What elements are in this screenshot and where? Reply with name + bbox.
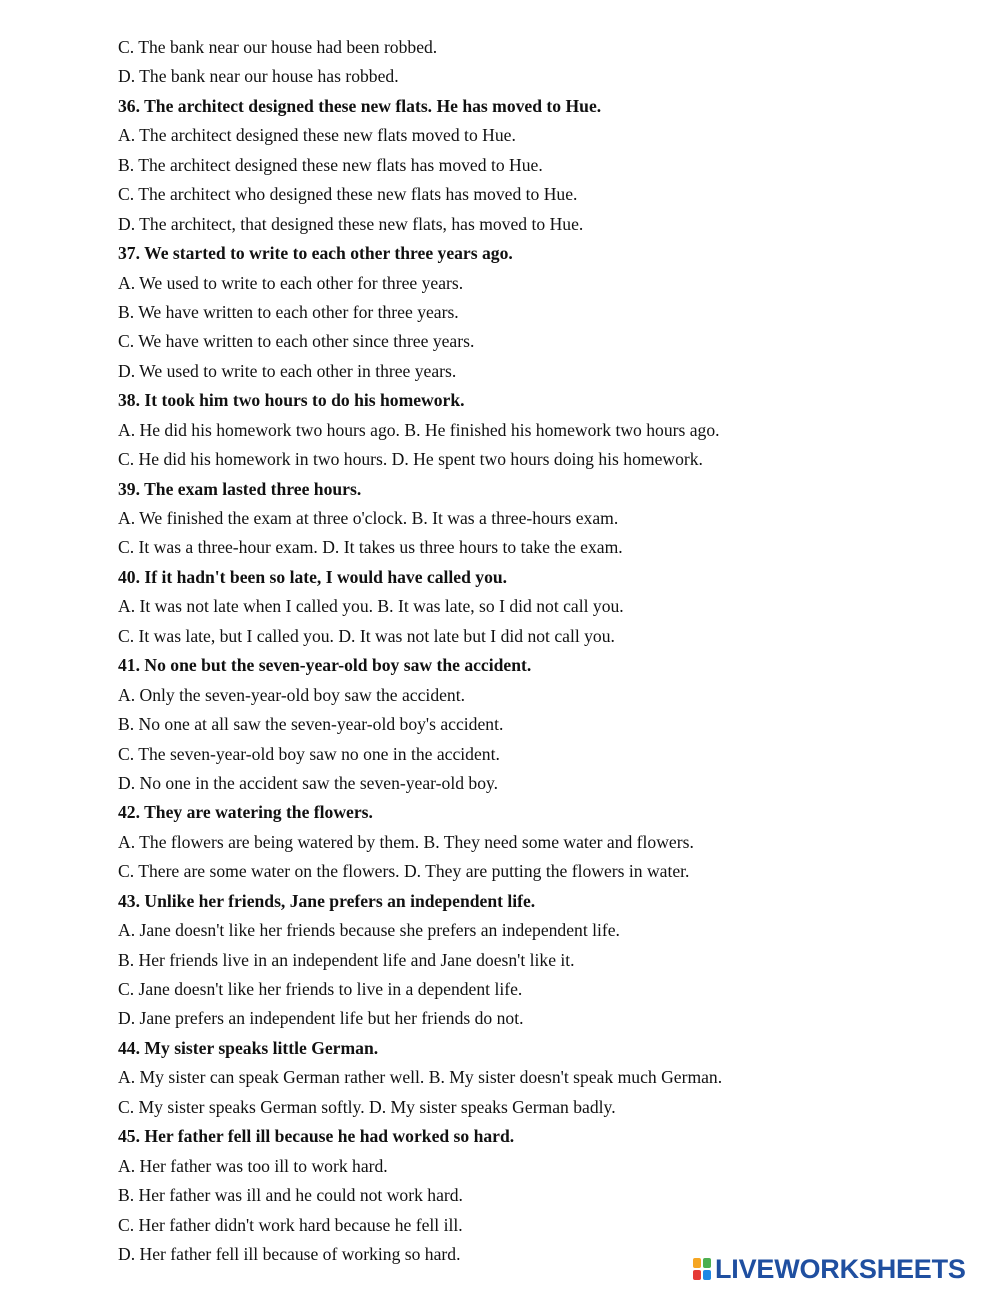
option-line: D. No one in the accident saw the seven-year-old boy.	[118, 772, 499, 793]
option-line: C. Jane doesn't like her friends to live in a dependent life.	[118, 979, 523, 999]
question-line: 41. No one but the seven-year-old boy saw the accident.	[118, 655, 532, 676]
option-line: C. Her father didn't work hard because he fell ill.	[118, 1214, 463, 1235]
question-line: 39. The exam lasted three hours.	[118, 478, 362, 499]
option-line: A. We used to write to each other for three years.	[118, 272, 464, 293]
question-line: 36. The architect designed these new flats. He has moved to Hue.	[118, 95, 602, 116]
option-line: C. It was a three-hour exam. D. It takes us three hours to take the exam.	[118, 537, 623, 558]
logo-text: LIVEWORKSHEETS	[715, 1253, 966, 1284]
logo-mark-square	[703, 1270, 711, 1280]
option-line: C. My sister speaks German softly. D. My sister speaks German badly.	[118, 1096, 616, 1117]
option-line: C. We have written to each other since three years.	[118, 331, 475, 352]
option-line: A. Jane doesn't like her friends because she prefers an independent life.	[118, 920, 620, 941]
question-line: 37. We started to write to each other three years ago.	[118, 243, 513, 264]
option-line: C. There are some water on the flowers. D. They are putting the flowers in water.	[118, 861, 690, 882]
question-line: 45. Her father fell ill because he had worked so hard.	[118, 1126, 515, 1147]
option-line: A. It was not late when I called you. B. It was late, so I did not call you.	[118, 596, 624, 617]
option-line: A. The flowers are being watered by them. B. They need some water and flowers.	[118, 831, 694, 852]
option-line: C. The architect who designed these new flats has moved to Hue.	[118, 184, 578, 205]
option-line: B. We have written to each other for three years.	[118, 301, 459, 322]
option-line: D. The bank near our house has robbed.	[118, 66, 399, 87]
option-line: B. Her father was ill and he could not work hard.	[118, 1185, 463, 1206]
option-line: C. He did his homework in two hours. D. He spent two hours doing his homework.	[118, 449, 703, 470]
question-line: 44. My sister speaks little German.	[118, 1037, 379, 1058]
option-line: C. The bank near our house had been robbed.	[118, 37, 438, 57]
question-line: 42. They are watering the flowers.	[118, 802, 373, 823]
logo-mark-square	[703, 1258, 711, 1268]
option-line: A. The architect designed these new flats moved to Hue.	[118, 125, 516, 146]
logo-mark-square	[693, 1258, 701, 1268]
option-line: C. It was late, but I called you. D. It was not late but I did not call you.	[118, 625, 615, 646]
option-line: A. Her father was too ill to work hard.	[118, 1155, 388, 1176]
question-line: 43. Unlike her friends, Jane prefers an independent life.	[118, 890, 536, 911]
logo-mark-square	[693, 1270, 701, 1280]
option-line: D. Her father fell ill because of working so hard.	[118, 1243, 461, 1264]
option-line: A. We finished the exam at three o'clock. B. It was a three-hours exam.	[118, 508, 619, 528]
option-line: B. The architect designed these new flats has moved to Hue.	[118, 154, 543, 175]
worksheet-page	[118, 34, 978, 1270]
option-line: B. Her friends live in an independent life and Jane doesn't like it.	[118, 949, 575, 970]
logo-mark-icon	[692, 1257, 712, 1281]
option-line: B. No one at all saw the seven-year-old boy's accident.	[118, 714, 504, 735]
option-line: A. My sister can speak German rather well. B. My sister doesn't speak much German.	[118, 1067, 723, 1088]
option-line: A. He did his homework two hours ago. B. He finished his homework two hours ago.	[118, 419, 720, 440]
option-line: A. Only the seven-year-old boy saw the accident.	[118, 684, 466, 705]
option-line: D. The architect, that designed these new flats, has moved to Hue.	[118, 213, 584, 234]
option-line: D. We used to write to each other in three years.	[118, 360, 457, 381]
option-line: C. The seven-year-old boy saw no one in the accident.	[118, 743, 500, 764]
question-line: 40. If it hadn't been so late, I would have called you.	[118, 566, 508, 587]
question-line: 38. It took him two hours to do his homework.	[118, 390, 465, 411]
liveworksheets-logo	[692, 1252, 966, 1286]
option-line: D. Jane prefers an independent life but her friends do not.	[118, 1008, 524, 1029]
